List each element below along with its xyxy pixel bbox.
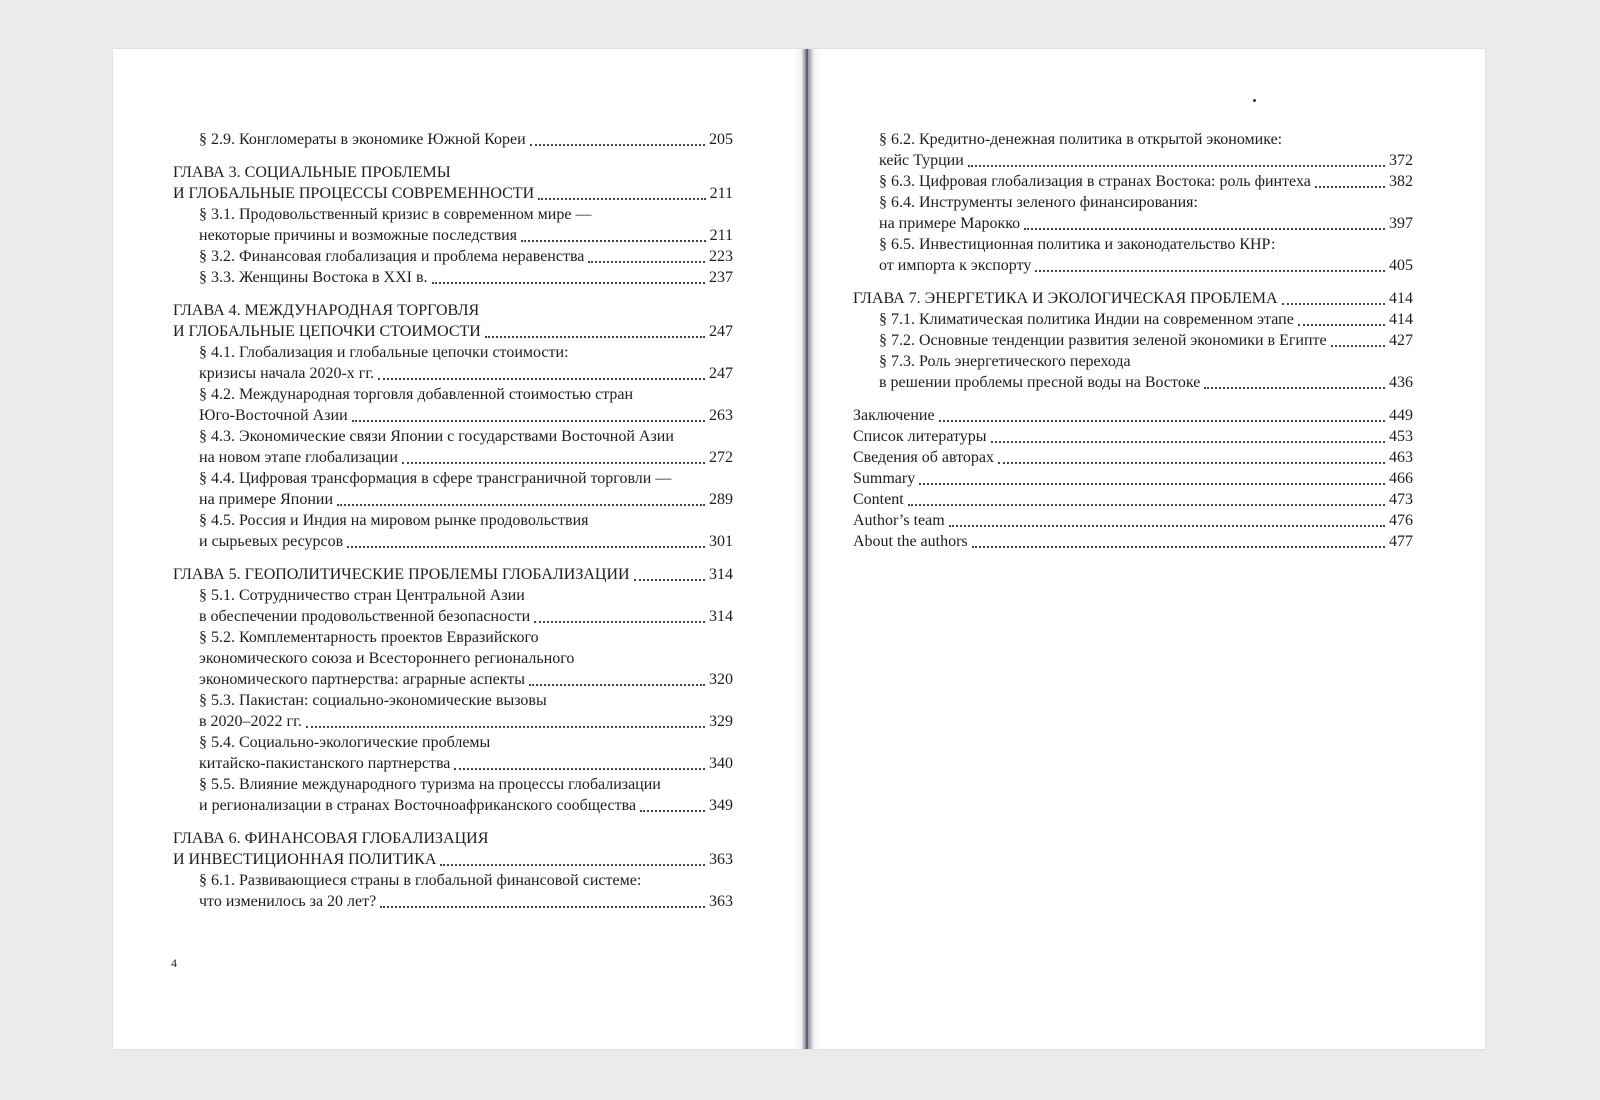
toc-page-number: 427 [1389, 332, 1413, 349]
toc-section-entry [853, 192, 1413, 234]
dot-leader [485, 335, 705, 338]
toc-page-number: 289 [709, 491, 733, 508]
toc-entry-text: ГЛАВА 7. ЭНЕРГЕТИКА И ЭКОЛОГИЧЕСКАЯ ПРОБЛЕМА [853, 290, 1278, 307]
toc-entry-text: ГЛАВА 6. ФИНАНСОВАЯ ГЛОБАЛИЗАЦИЯ [173, 830, 489, 847]
page-number: 4 [171, 956, 177, 970]
toc-entry-text: ГЛАВА 3. СОЦИАЛЬНЫЕ ПРОБЛЕМЫ [173, 164, 451, 181]
toc-left [173, 129, 733, 912]
toc-entry-text: кризисы начала 2020-х гг. [199, 365, 375, 382]
toc-section-entry [173, 510, 733, 552]
dot-leader [337, 503, 705, 506]
toc-section-entry [853, 330, 1413, 351]
toc-page-number: 414 [1389, 311, 1413, 328]
toc-page-number: 329 [709, 713, 733, 730]
toc-section-entry [173, 690, 733, 732]
toc-page-number: 211 [709, 227, 733, 244]
toc-entry-text: § 5.3. Пакистан: социально-экономические вызовы [199, 692, 547, 709]
toc-section-entry [173, 267, 733, 288]
toc-entry-text: § 4.1. Глобализация и глобальные цепочки стоимости: [199, 344, 569, 361]
toc-backmatter-entry [853, 510, 1413, 531]
dot-leader [588, 260, 705, 263]
toc-section-entry [173, 426, 733, 468]
toc-entry-text: § 6.4. Инструменты зеленого финансирования: [879, 194, 1198, 211]
toc-page-number: 372 [1389, 152, 1413, 169]
dot-leader [949, 524, 1385, 527]
toc-entry-text: § 4.3. Экономические связи Японии с государствами Восточной Азии [199, 428, 674, 445]
toc-entry-text: § 6.5. Инвестиционная политика и законодательство КНР: [879, 236, 1276, 253]
toc-page-number: 247 [709, 323, 733, 340]
toc-page-number: 211 [709, 185, 733, 202]
toc-entry-text: на примере Марокко [879, 215, 1021, 232]
toc-page-number: 463 [1389, 449, 1413, 466]
toc-page-number: 237 [709, 269, 733, 286]
toc-section-entry [853, 309, 1413, 330]
toc-entry-text: § 5.2. Комплементарность проектов Евразийского [199, 629, 539, 646]
toc-section-entry [173, 732, 733, 774]
toc-section-entry [173, 246, 733, 267]
toc-section-entry [853, 171, 1413, 192]
toc-page-number: 320 [709, 671, 733, 688]
toc-entry-text: § 3.1. Продовольственный кризис в современном мире — [199, 206, 592, 223]
toc-entry-text: § 4.2. Международная торговля добавленной стоимостью стран [199, 386, 634, 403]
left-page [113, 49, 803, 1049]
toc-right [853, 129, 1413, 552]
toc-backmatter-entry [853, 447, 1413, 468]
dot-leader [306, 725, 705, 728]
toc-page-number: 340 [709, 755, 733, 772]
dot-leader [454, 767, 705, 770]
toc-entry-text: § 4.4. Цифровая трансформация в сфере трансграничной торговли — [199, 470, 672, 487]
toc-entry-text: § 3.2. Финансовая глобализация и проблема неравенства [199, 248, 585, 265]
toc-entry-text: § 3.3. Женщины Востока в XXI в. [199, 269, 428, 286]
right-page [813, 49, 1485, 1049]
toc-page-number: 453 [1389, 428, 1413, 445]
dot-leader [521, 239, 706, 242]
dot-leader [378, 377, 705, 380]
toc-page-number: 314 [709, 608, 733, 625]
dot-leader [991, 440, 1385, 443]
toc-entry-text: в 2020–2022 гг. [199, 713, 302, 730]
toc-entry-text: § 5.1. Сотрудничество стран Центральной Азии [199, 587, 525, 604]
toc-entry-text: § 6.2. Кредитно-денежная политика в открытой экономике: [879, 131, 1283, 148]
toc-page-number: 414 [1389, 290, 1413, 307]
toc-entry-text: экономического союза и Всестороннего регионального [199, 650, 575, 667]
toc-entry-text: Заключение [853, 407, 935, 424]
toc-entry-text: ГЛАВА 4. МЕЖДУНАРОДНАЯ ТОРГОВЛЯ [173, 302, 480, 319]
toc-entry-text: И ГЛОБАЛЬНЫЕ ЦЕПОЧКИ СТОИМОСТИ [173, 323, 481, 340]
toc-entry-text: в решении проблемы пресной воды на Востоке [879, 374, 1201, 391]
toc-page-number: 449 [1389, 407, 1413, 424]
dot-leader [634, 578, 705, 581]
toc-entry-text: Author’s team [853, 512, 945, 529]
toc-entry-text: Summary [853, 470, 916, 487]
toc-entry-text: в обеспечении продовольственной безопасности [199, 608, 531, 625]
toc-entry-text: Сведения об авторах [853, 449, 995, 466]
dot-leader [534, 620, 705, 623]
toc-entry-text: § 6.3. Цифровая глобализация в странах Востока: роль финтеха [879, 173, 1311, 190]
toc-entry-text: кейс Турции [879, 152, 964, 169]
toc-entry-text: экономического партнерства: аграрные аспекты [199, 671, 525, 688]
toc-entry-text: Content [853, 491, 904, 508]
dot-leader [1331, 344, 1385, 347]
toc-chapter-entry [173, 300, 733, 342]
dot-leader [939, 419, 1385, 422]
toc-page-number: 263 [709, 407, 733, 424]
toc-page-number: 477 [1389, 533, 1413, 550]
toc-chapter-entry [173, 828, 733, 870]
dot-leader [919, 482, 1385, 485]
toc-entry-text: и регионализации в странах Восточноафриканского сообщества [199, 797, 637, 814]
toc-page-number: 349 [709, 797, 733, 814]
dot-leader [1282, 302, 1385, 305]
toc-entry-text: И ГЛОБАЛЬНЫЕ ПРОЦЕССЫ СОВРЕМЕННОСТИ [173, 185, 535, 202]
toc-backmatter-entry [853, 468, 1413, 489]
dot-leader [380, 905, 705, 908]
toc-page-number: 382 [1389, 173, 1413, 190]
toc-section-entry [853, 234, 1413, 276]
dot-leader [972, 545, 1385, 548]
toc-page-number: 436 [1389, 374, 1413, 391]
book-spread [113, 49, 1485, 1049]
toc-page-number: 247 [709, 365, 733, 382]
toc-section-entry [853, 129, 1413, 171]
toc-page-number: 314 [709, 566, 733, 583]
dot-leader [530, 143, 705, 146]
dot-leader [1315, 185, 1385, 188]
toc-entry-text: § 5.5. Влияние международного туризма на процессы глобализации [199, 776, 661, 793]
dot-leader [640, 809, 705, 812]
toc-entry-text: § 2.9. Конгломераты в экономике Южной Кореи [199, 131, 526, 148]
toc-section-entry [173, 204, 733, 246]
toc-section-entry [173, 870, 733, 912]
toc-backmatter-entry [853, 531, 1413, 552]
dot-leader [908, 503, 1385, 506]
dot-leader [529, 683, 705, 686]
toc-page-number: 363 [709, 893, 733, 910]
toc-section-entry [853, 351, 1413, 393]
toc-entry-text: Список литературы [853, 428, 987, 445]
toc-entry-text: и сырьевых ресурсов [199, 533, 344, 550]
toc-entry-text: § 6.1. Развивающиеся страны в глобальной финансовой системе: [199, 872, 642, 889]
print-dot [1253, 99, 1256, 102]
toc-entry-text: И ИНВЕСТИЦИОННАЯ ПОЛИТИКА [173, 851, 437, 868]
toc-page-number: 272 [709, 449, 733, 466]
dot-leader [1204, 386, 1385, 389]
toc-section-entry [173, 129, 733, 150]
dot-leader [352, 419, 705, 422]
toc-chapter-entry [173, 564, 733, 585]
toc-page-number: 405 [1389, 257, 1413, 274]
toc-chapter-entry [853, 288, 1413, 309]
dot-leader [538, 197, 705, 200]
toc-page-number: 205 [709, 131, 733, 148]
dot-leader [1035, 269, 1385, 272]
toc-entry-text: § 7.1. Климатическая политика Индии на современном этапе [879, 311, 1294, 328]
dot-leader [347, 545, 705, 548]
toc-page-number: 473 [1389, 491, 1413, 508]
dot-leader [402, 461, 705, 464]
toc-entry-text: китайско-пакистанского партнерства [199, 755, 451, 772]
toc-entry-text: Юго-Восточной Азии [199, 407, 348, 424]
dot-leader [1024, 227, 1385, 230]
toc-entry-text: на новом этапе глобализации [199, 449, 398, 466]
toc-section-entry [173, 585, 733, 627]
dot-leader [432, 281, 705, 284]
toc-entry-text: на примере Японии [199, 491, 334, 508]
dot-leader [440, 863, 705, 866]
toc-section-entry [173, 342, 733, 384]
toc-section-entry [173, 774, 733, 816]
toc-page-number: 301 [709, 533, 733, 550]
toc-entry-text: § 5.4. Социально-экологические проблемы [199, 734, 491, 751]
toc-backmatter-entry [853, 405, 1413, 426]
dot-leader [1298, 323, 1385, 326]
dot-leader [998, 461, 1385, 464]
toc-page-number: 363 [709, 851, 733, 868]
toc-entry-text: некоторые причины и возможные последствия [199, 227, 518, 244]
toc-section-entry [173, 627, 733, 690]
toc-entry-text: § 4.5. Россия и Индия на мировом рынке продовольствия [199, 512, 589, 529]
toc-entry-text: § 7.3. Роль энергетического перехода [879, 353, 1131, 370]
toc-page-number: 397 [1389, 215, 1413, 232]
toc-page-number: 223 [709, 248, 733, 265]
toc-page-number: 466 [1389, 470, 1413, 487]
dot-leader [968, 164, 1385, 167]
toc-entry-text: About the authors [853, 533, 968, 550]
toc-backmatter-entry [853, 426, 1413, 447]
toc-entry-text: ГЛАВА 5. ГЕОПОЛИТИЧЕСКИЕ ПРОБЛЕМЫ ГЛОБАЛИЗАЦИИ [173, 566, 630, 583]
toc-backmatter-entry [853, 489, 1413, 510]
toc-page-number: 476 [1389, 512, 1413, 529]
toc-entry-text: что изменилось за 20 лет? [199, 893, 377, 910]
toc-chapter-entry [173, 162, 733, 204]
toc-entry-text: § 7.2. Основные тенденции развития зеленой экономики в Египте [879, 332, 1327, 349]
toc-section-entry [173, 468, 733, 510]
toc-entry-text: от импорта к экспорту [879, 257, 1032, 274]
toc-section-entry [173, 384, 733, 426]
